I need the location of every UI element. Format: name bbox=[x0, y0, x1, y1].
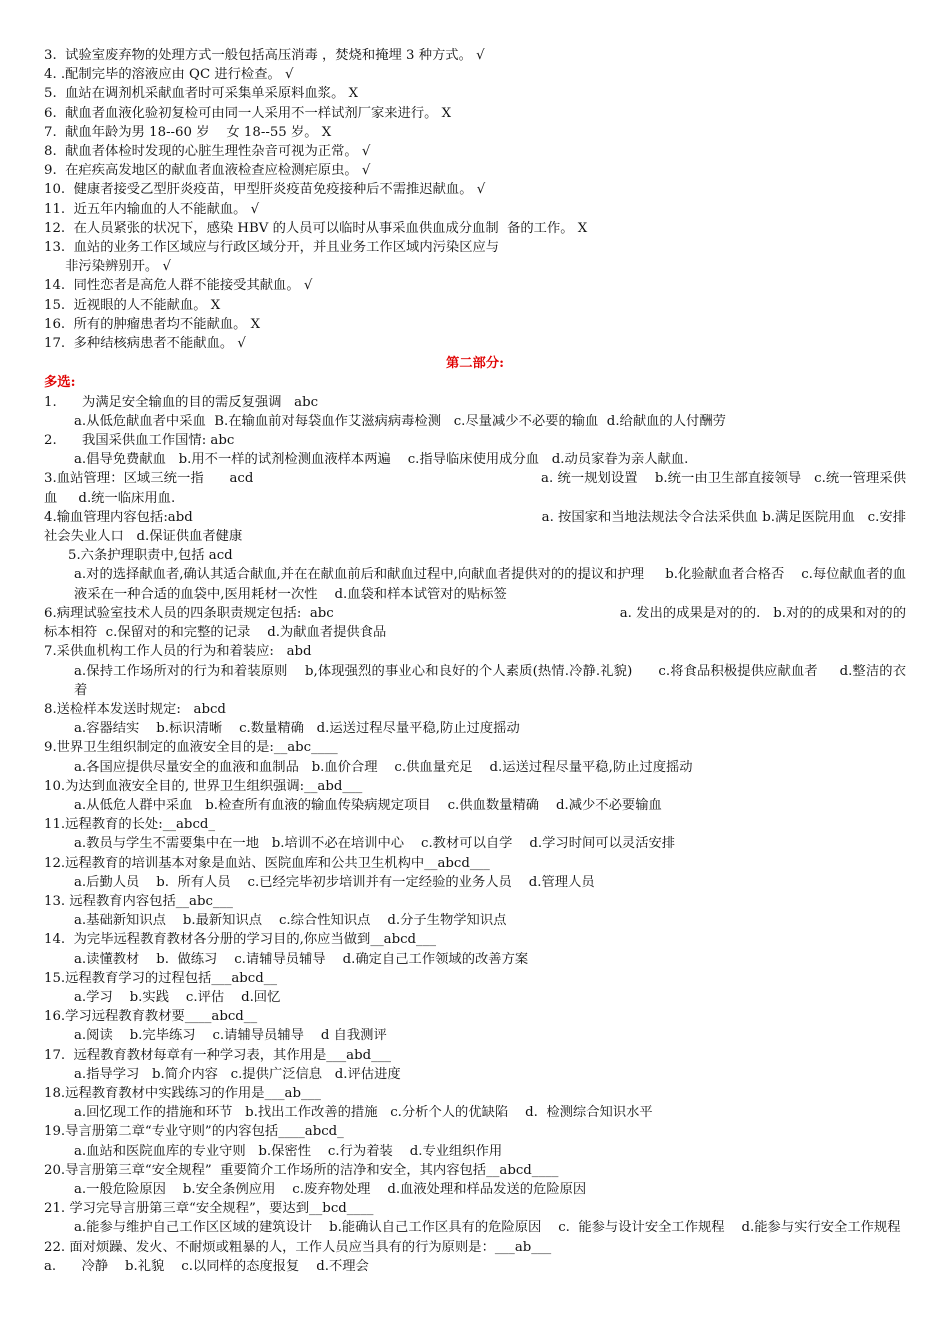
question-line: a.从低危献血者中采血 B.在输血前对每袋血作艾滋病病毒检测 c.尽量减少不必要的输血 d.给献血的人付酬劳 bbox=[74, 413, 726, 429]
question-line: 18.远程教育教材中实践练习的作用是___ab___ bbox=[44, 1085, 321, 1101]
question-line: 9.世界卫生组织制定的血液安全目的是:__abc____ bbox=[44, 740, 338, 756]
question-line: 16.学习远程教育教材要____abcd__ bbox=[44, 1009, 258, 1025]
question-line: a.学习 b.实践 c.评估 d.回忆 bbox=[74, 989, 281, 1005]
statement-line: 13. 血站的业务工作区域应与行政区域分开，并且业务工作区域内污染区应与 bbox=[44, 240, 500, 256]
question-line: 19.导言册第二章“专业守则”的内容包括____abcd_ bbox=[44, 1124, 344, 1140]
question-line: 8.送检样本发送时规定: abcd bbox=[44, 701, 226, 717]
statement-line: 17. 多种结核病患者不能献血。 √ bbox=[44, 336, 246, 352]
question-line: 2. 我国采供血工作国情: abc bbox=[44, 433, 235, 449]
statement-line: 6. 献血者血液化验初复检可由同一人采用不一样试剂厂家来进行。 X bbox=[44, 105, 452, 121]
question-line: a.保持工作场所对的行为和着装原则 b,体现强烈的事业心和良好的个人素质(热情.冷静.礼貌) c.将食品积极提供应献血者 d.整洁的衣着 bbox=[74, 663, 906, 698]
question-line: a.后勤人员 b. 所有人员 c.已经完毕初步培训并有一定经验的业务人员 d.管理人员 bbox=[74, 874, 595, 890]
question-line: a.对的选择献血者,确认其适合献血,并在在献血前后和献血过程中,向献血者提供对的的提议和护理 b.化验献血者合格否 c.每位献血者的血液采在一种合适的血袋中,医用耗材一次性 d.血袋和样本试管对的贴标签 bbox=[74, 567, 906, 602]
statement-line: 4. .配制完毕的溶液应由 QC 进行检查。 √ bbox=[44, 67, 294, 83]
statement-line: 非污染辨别开。 √ bbox=[44, 259, 171, 275]
statement-line: 8. 献血者体检时发现的心脏生理性杂音可视为正常。 √ bbox=[44, 144, 371, 160]
question-line: 6.病理试验室技术人员的四条职责规定包括: abc a. 发出的成果是对的的. b.对的的成果和对的的标本相符 c.保留对的和完整的记录 d.为献血者提供食品 bbox=[44, 605, 906, 641]
statement-line: 14. 同性恋者是高危人群不能接受其献血。 √ bbox=[44, 278, 313, 294]
question-line: a.读懂教材 b. 做练习 c.请辅导员辅导 d.确定自己工作领域的改善方案 bbox=[74, 951, 529, 967]
question-line: a.指导学习 b.简介内容 c.提供广泛信息 d.评估进度 bbox=[74, 1066, 401, 1082]
statement-line: 11. 近五年内输血的人不能献血。 √ bbox=[44, 201, 260, 217]
question-line: a.从低危人群中采血 b.检查所有血液的输血传染病规定项目 c.供血数量精确 d.减少不必要输血 bbox=[74, 797, 662, 813]
question-line: 5.六条护理职责中,包括 acd bbox=[68, 548, 233, 564]
question-line: 4.输血管理内容包括:abd a. 按国家和当地法规法令合法采供血 b.满足医院用血 c.安排社会失业人口 d.保证供血者健康 bbox=[44, 509, 906, 545]
question-line: 20.导言册第三章“安全规程” 重要简介工作场所的洁净和安全，其内容包括__abcd____ bbox=[44, 1162, 559, 1178]
question-line: 10.为达到血液安全目的, 世界卫生组织强调:__abd___ bbox=[44, 778, 363, 794]
statement-line: 9. 在疟疾高发地区的献血者血液检查应检测疟原虫。 √ bbox=[44, 163, 371, 179]
question-line: a.能参与维护自己工作区区域的建筑设计 b.能确认自己工作区具有的危险原因 c. 能参与设计安全工作规程 d.能参与实行安全工作规程 bbox=[74, 1220, 901, 1236]
question-line: 13. 远程教育内容包括__abc___ bbox=[44, 893, 233, 909]
statement-line: 16. 所有的肿瘤患者均不能献血。 X bbox=[44, 316, 261, 332]
question-line: a.一般危险原因 b.安全条例应用 c.废弃物处理 d.血液处理和样品发送的危险原因 bbox=[74, 1181, 587, 1197]
question-line: a.倡导免费献血 b.用不一样的试剂检测血液样本两遍 c.指导临床使用成分血 d.动员家眷为亲人献血. bbox=[74, 452, 689, 468]
statement-line: 12. 在人员紧张的状况下，感染 HBV 的人员可以临时从事采血供血成分血制 备的工作。 X bbox=[44, 220, 588, 236]
question-line: 12.远程教育的培训基本对象是血站、医院血库和公共卫生机构中__abcd___ bbox=[44, 855, 490, 871]
statement-line: 15. 近视眼的人不能献血。 X bbox=[44, 297, 221, 313]
statement-line: 10. 健康者接受乙型肝炎疫苗，甲型肝炎疫苗免疫接种后不需推迟献血。 √ bbox=[44, 182, 486, 198]
true-false-section bbox=[44, 46, 906, 353]
question-line: 22. 面对烦躁、发火、不耐烦或粗暴的人，工作人员应当具有的行为原则是：___ab___ bbox=[44, 1239, 552, 1255]
question-line: 11.远程教育的长处:__abcd_ bbox=[44, 817, 216, 833]
section-title: 第二部分: bbox=[445, 356, 505, 372]
section-subtitle: 多选: bbox=[44, 375, 76, 391]
multiple-choice-section bbox=[44, 393, 906, 1276]
question-line: a.基础新知识点 b.最新知识点 c.综合性知识点 d.分子生物学知识点 bbox=[74, 913, 507, 929]
question-line: a.阅读 b.完毕练习 c.请辅导员辅导 d 自我测评 bbox=[74, 1028, 387, 1044]
question-line: a.血站和医院血库的专业守则 b.保密性 c.行为着装 d.专业组织作用 bbox=[74, 1143, 503, 1159]
statement-line: 5. 血站在调剂机采献血者时可采集单采原料血浆。 X bbox=[44, 86, 359, 102]
question-line: a.回忆现工作的措施和环节 b.找出工作改善的措施 c.分析个人的优缺陷 d. 检测综合知识水平 bbox=[74, 1105, 653, 1121]
statement-line: 7. 献血年龄为男 18--60 岁 女 18--55 岁。 X bbox=[44, 124, 332, 140]
question-line: 17. 远程教育教材每章有一种学习表，其作用是___abd___ bbox=[44, 1047, 392, 1063]
question-line: 15.远程教育学习的过程包括___abcd__ bbox=[44, 970, 278, 986]
question-line: a.教员与学生不需要集中在一地 b.培训不必在培训中心 c.教材可以自学 d.学习时间可以灵活安排 bbox=[74, 836, 676, 852]
question-line: a. 冷静 b.礼貌 c.以同样的态度报复 d.不理会 bbox=[44, 1258, 369, 1274]
question-line: a.容器结实 b.标识清晰 c.数量精确 d.运送过程尽量平稳,防止过度摇动 bbox=[74, 721, 520, 737]
question-line: 1. 为满足安全输血的目的需反复强调 abc bbox=[44, 394, 319, 410]
question-line: 21. 学习完导言册第三章“安全规程”，要达到__bcd____ bbox=[44, 1201, 374, 1217]
statement-line: 3. 试验室废弃物的处理方式一般包括高压消毒 ，焚烧和掩埋 3 种方式。 √ bbox=[44, 48, 485, 63]
question-line: 3.血站管理：区域三统一指 acd a. 统一规划设置 b.统一由卫生部直接领导 c.统一管理采供血 d.统一临床用血. bbox=[44, 471, 906, 506]
question-line: 14. 为完毕远程教育教材各分册的学习目的,你应当做到__abcd___ bbox=[44, 932, 436, 948]
question-line: 7.采供血机构工作人员的行为和着装应: abd bbox=[44, 644, 312, 660]
question-line: a.各国应提供尽量安全的血液和血制品 b.血价合理 c.供血量充足 d.运送过程尽量平稳,防止过度摇动 bbox=[74, 759, 693, 775]
